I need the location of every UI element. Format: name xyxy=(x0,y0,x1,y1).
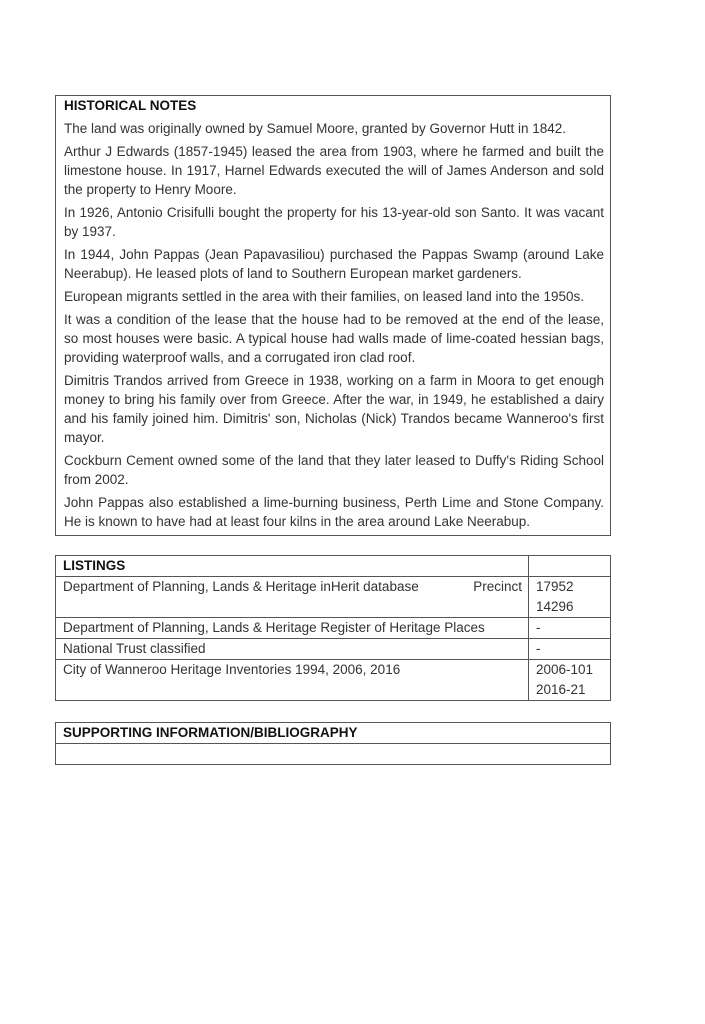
bibliography-content-row xyxy=(56,744,611,765)
listing-value: - xyxy=(529,618,611,639)
listing-value xyxy=(529,577,611,618)
listing-value-item: 17952 xyxy=(536,579,574,594)
historical-paragraph: European migrants settled in the area with their families, on leased land into the 1950s. xyxy=(64,289,585,304)
listing-value xyxy=(529,660,611,701)
historical-paragraph: In 1926, Antonio Crisifulli bought the property for his 13-year-old son Santo. It was vacant by 1937. xyxy=(64,205,604,239)
listing-value-item: 14296 xyxy=(536,599,574,614)
listing-label xyxy=(56,577,529,618)
historical-notes-heading: HISTORICAL NOTES xyxy=(64,98,197,113)
historical-paragraph: In 1944, John Pappas (Jean Papavasiliou) purchased the Pappas Swamp (around Lake Neerabup). He leased plots of land to Southern European market gardeners. xyxy=(64,247,604,281)
listing-label: Department of Planning, Lands & Heritage Register of Heritage Places xyxy=(56,618,529,639)
historical-paragraph: Dimitris Trandos arrived from Greece in 1938, working on a farm in Moora to get enough money to bring his family over from Greece. After the war, in 1949, he established a dairy and his family joined him. Dimitris' son, Nicholas (Nick) Trandos became Wanneroo's first mayor. xyxy=(64,373,604,445)
bibliography-content xyxy=(56,744,611,765)
table-row xyxy=(56,577,611,618)
historical-notes-section xyxy=(55,95,611,536)
listing-type: Precinct xyxy=(473,579,522,594)
listings-header-value xyxy=(529,556,611,577)
listing-value: - xyxy=(529,639,611,660)
historical-paragraph: The land was originally owned by Samuel Moore, granted by Governor Hutt in 1842. xyxy=(64,121,567,136)
table-row xyxy=(56,660,611,701)
historical-paragraph: Arthur J Edwards (1857-1945) leased the area from 1903, where he farmed and built the limestone house. In 1917, Harnel Edwards executed the will of James Anderson and sold the property to Henry Moore. xyxy=(64,144,604,197)
listing-value-item: 2016-21 xyxy=(536,682,586,697)
listings-heading: LISTINGS xyxy=(56,556,529,577)
listing-label: City of Wanneroo Heritage Inventories 1994, 2006, 2016 xyxy=(56,660,529,701)
historical-paragraph: John Pappas also established a lime-burning business, Perth Lime and Stone Company. He is known to have had at least four kilns in the area around Lake Neerabup. xyxy=(64,495,604,529)
listings-table xyxy=(55,555,611,701)
listing-value-item: 2006-101 xyxy=(536,662,594,677)
historical-paragraph: Cockburn Cement owned some of the land that they later leased to Duffy's Riding School from 2002. xyxy=(64,453,604,487)
listing-label: National Trust classified xyxy=(56,639,529,660)
table-row xyxy=(56,639,611,660)
table-row xyxy=(56,618,611,639)
bibliography-header-row xyxy=(56,723,611,744)
bibliography-table xyxy=(55,722,611,765)
historical-paragraph: It was a condition of the lease that the house had to be removed at the end of the lease, so most houses were basic. A typical house had walls made of lime-coated hessian bags, providing waterproof walls, and a corrugated iron clad roof. xyxy=(64,312,604,365)
bibliography-heading: SUPPORTING INFORMATION/BIBLIOGRAPHY xyxy=(56,723,611,744)
listing-source: Department of Planning, Lands & Heritage inHerit database xyxy=(63,579,419,594)
listings-header-row xyxy=(56,556,611,577)
